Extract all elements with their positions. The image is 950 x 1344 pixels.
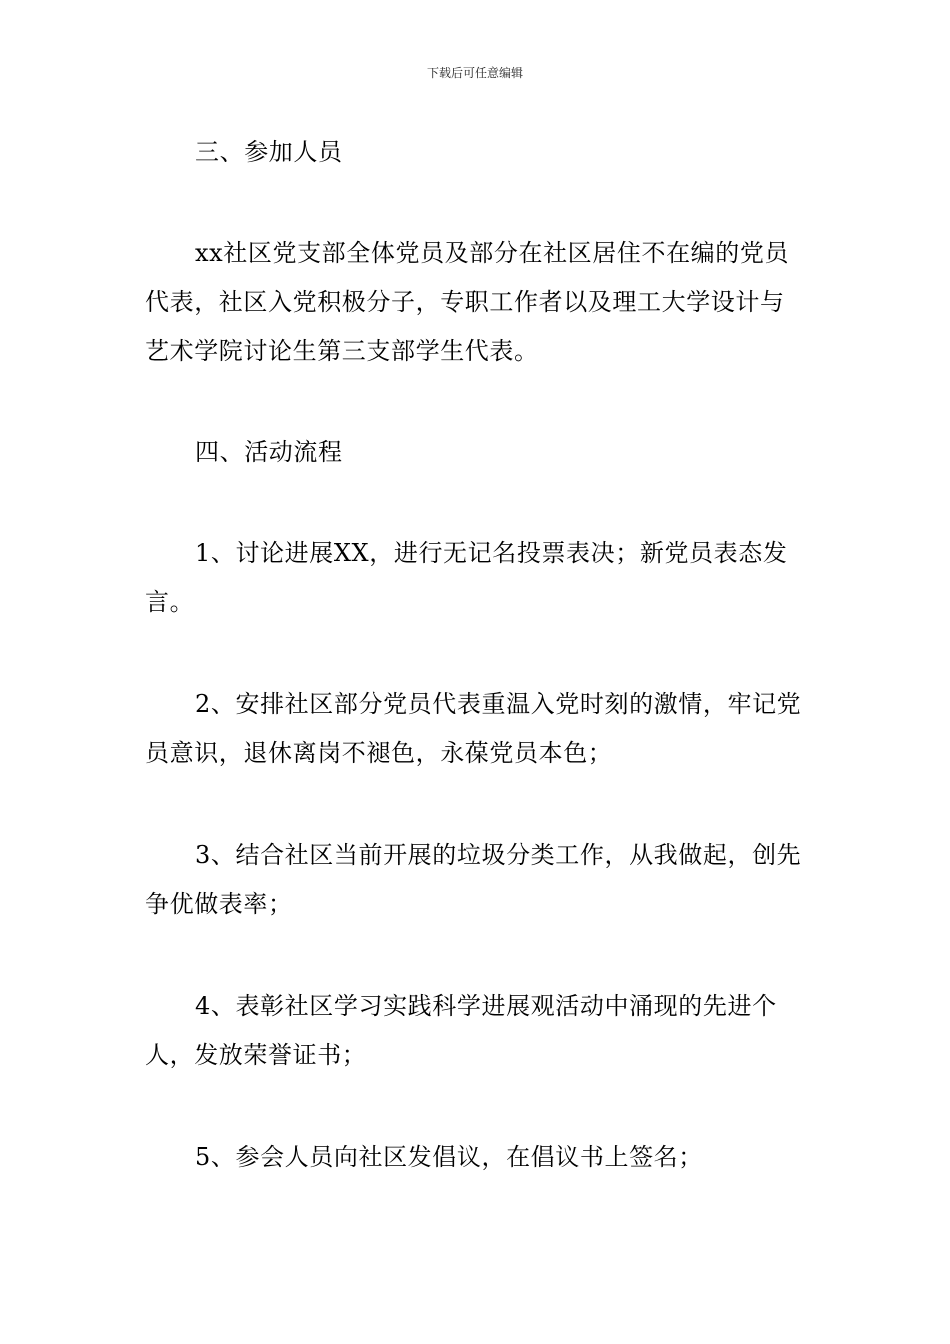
participants-paragraph: xx社区党支部全体党员及部分在社区居住不在编的党员代表，社区入党积极分子，专职工作者以及理工大学设计与艺术学院讨论生第三支部学生代表。 (145, 239, 790, 365)
activity-step-3: 3、结合社区当前开展的垃圾分类工作，从我做起，创先争优做表率； (145, 841, 802, 918)
document-body (145, 128, 807, 1182)
activity-step-5: 5、参会人员向社区发倡议，在倡议书上签名； (195, 1143, 703, 1171)
activity-step-4: 4、表彰社区学习实践科学进展观活动中涌现的先进个人，发放荣誉证书； (145, 992, 777, 1069)
activity-step-1: 1、讨论进展XX，进行无记名投票表决；新党员表态发言。 (145, 539, 788, 616)
page-header-note: 下载后可任意编辑 (426, 66, 523, 80)
section-heading-activity-flow: 四、活动流程 (195, 438, 343, 466)
activity-step-2: 2、安排社区部分党员代表重温入党时刻的激情，牢记党员意识，退休离岗不褪色，永葆党员本色； (145, 690, 802, 767)
section-heading-participants: 三、参加人员 (195, 138, 343, 166)
